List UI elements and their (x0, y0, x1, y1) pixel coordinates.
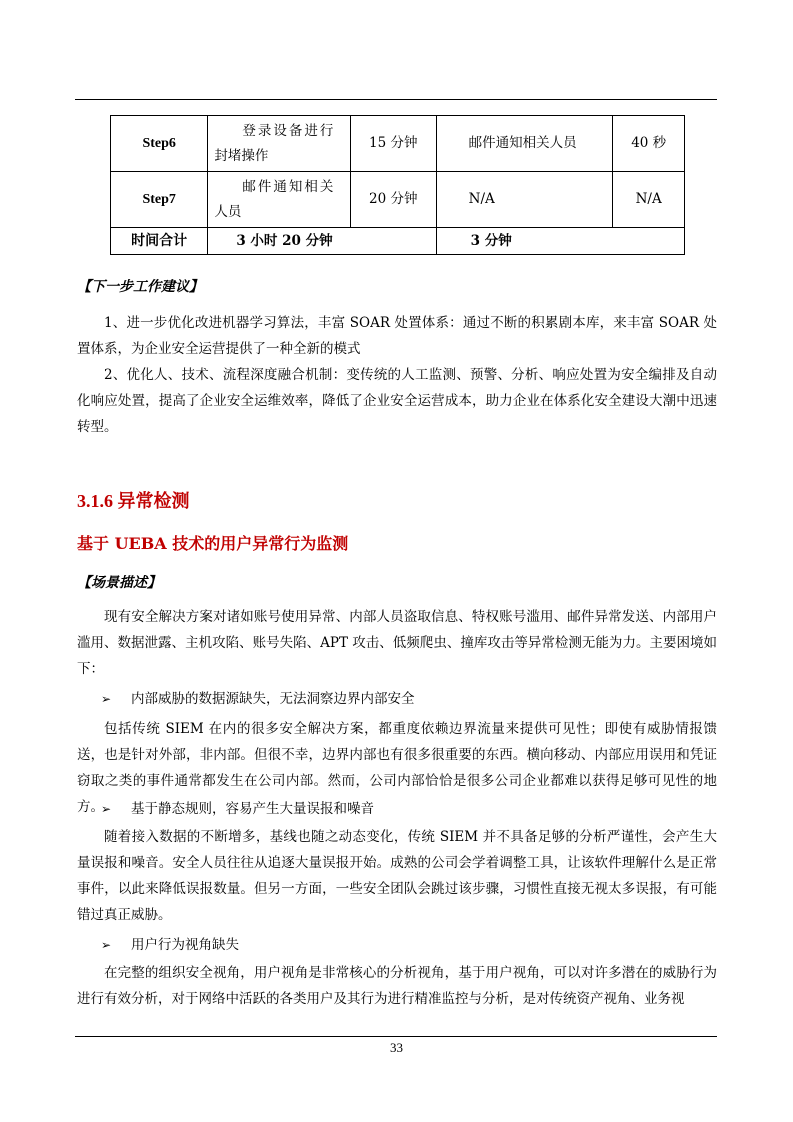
step-notify: N/A (436, 172, 613, 228)
scenario-intro: 现有安全解决方案对诸如账号使用异常、内部人员盗取信息、特权账号滥用、邮件异常发送、内部用户滥用、数据泄露、主机攻陷、账号失陷、APT 攻击、低频爬虫、撞库攻击等异常检测无能为力。主要困境如下： (77, 609, 717, 677)
bullet-text: 内部威胁的数据源缺失，无法洞察边界内部安全 (131, 691, 415, 707)
step-action (208, 172, 351, 228)
footer-rule (75, 1036, 717, 1037)
step-action (208, 116, 351, 172)
next-steps-heading: 【下一步工作建议】 (77, 279, 203, 295)
header-rule (75, 99, 717, 100)
step-action-line1: 邮件通知相关 (242, 178, 336, 195)
step-name: Step7 (111, 172, 208, 228)
scenario-heading: 【场景描述】 (77, 575, 161, 591)
section-title: 3.1.6 异常检测 (77, 491, 190, 511)
table-row (111, 116, 685, 172)
table-total-row (111, 228, 685, 255)
step-action-line2: 人员 (214, 203, 242, 220)
step-action-line1: 登录设备进行 (242, 122, 336, 139)
page-number: 33 (390, 1040, 403, 1055)
bullet-item (101, 686, 415, 712)
total-manual: 3 小时 20 分钟 (208, 228, 436, 255)
next-steps-paragraph-1: 1、进一步优化改进机器学习算法，丰富 SOAR 处置体系：通过不断的积累剧本库，来丰富 SOAR 处置体系，为企业安全运营提供了一种全新的模式 (77, 315, 717, 357)
step-notify: 邮件通知相关人员 (436, 116, 613, 172)
arrow-bullet-icon: ➢ (101, 802, 112, 816)
table-row (111, 172, 685, 228)
scenario-paragraph-1: 包括传统 SIEM 在内的很多安全解决方案，都重度依赖边界流量来提供可见性；即使有威胁情报馈送，也是针对外部，非内部。但很不幸，边界内部也有很多很重要的东西。横向移动、内部应用误用和凭证窃取之类的事件通常都发生在公司内部。然而，公司内部恰恰是很多公司企业都难以获得足够可见性的地方。 (77, 721, 717, 815)
next-steps-paragraph-2: 2、优化人、技术、流程深度融合机制：变传统的人工监测、预警、分析、响应处置为安全编排及自动化响应处置，提高了企业安全运维效率，降低了企业安全运营成本，助力企业在体系化安全建设大潮中迅速转型。 (77, 367, 717, 435)
scenario-paragraph-3: 在完整的组织安全视角，用户视角是非常核心的分析视角，基于用户视角，可以对许多潜在的威胁行为进行有效分析，对于网络中活跃的各类用户及其行为进行精准监控与分析，是对传统资产视角、业务视 (77, 965, 717, 1007)
bullet-text: 用户行为视角缺失 (131, 937, 239, 953)
step-manual-time: 15 分钟 (350, 116, 436, 172)
steps-table (110, 115, 685, 255)
total-auto: 3 分钟 (436, 228, 684, 255)
step-name: Step6 (111, 116, 208, 172)
section-subtitle: 基于 UEBA 技术的用户异常行为监测 (77, 534, 349, 553)
arrow-bullet-icon: ➢ (101, 692, 112, 706)
bullet-item (101, 796, 374, 822)
bullet-item (101, 932, 239, 958)
step-auto-time: 40 秒 (613, 116, 685, 172)
scenario-paragraph-2: 随着接入数据的不断增多，基线也随之动态变化，传统 SIEM 并不具备足够的分析严谨性，会产生大量误报和噪音。安全人员往往从追逐大量误报开始。成熟的公司会学着调整工具，让该软件理解什么是正常事件，以此来降低误报数量。但另一方面，一些安全团队会跳过该步骤，习惯性直接无视太多误报，有可能错过真正威胁。 (77, 829, 717, 923)
arrow-bullet-icon: ➢ (101, 938, 112, 952)
step-action-line2: 封堵操作 (214, 147, 269, 164)
step-auto-time: N/A (613, 172, 685, 228)
total-label: 时间合计 (111, 228, 208, 255)
step-manual-time: 20 分钟 (350, 172, 436, 228)
bullet-text: 基于静态规则，容易产生大量误报和噪音 (131, 801, 374, 817)
